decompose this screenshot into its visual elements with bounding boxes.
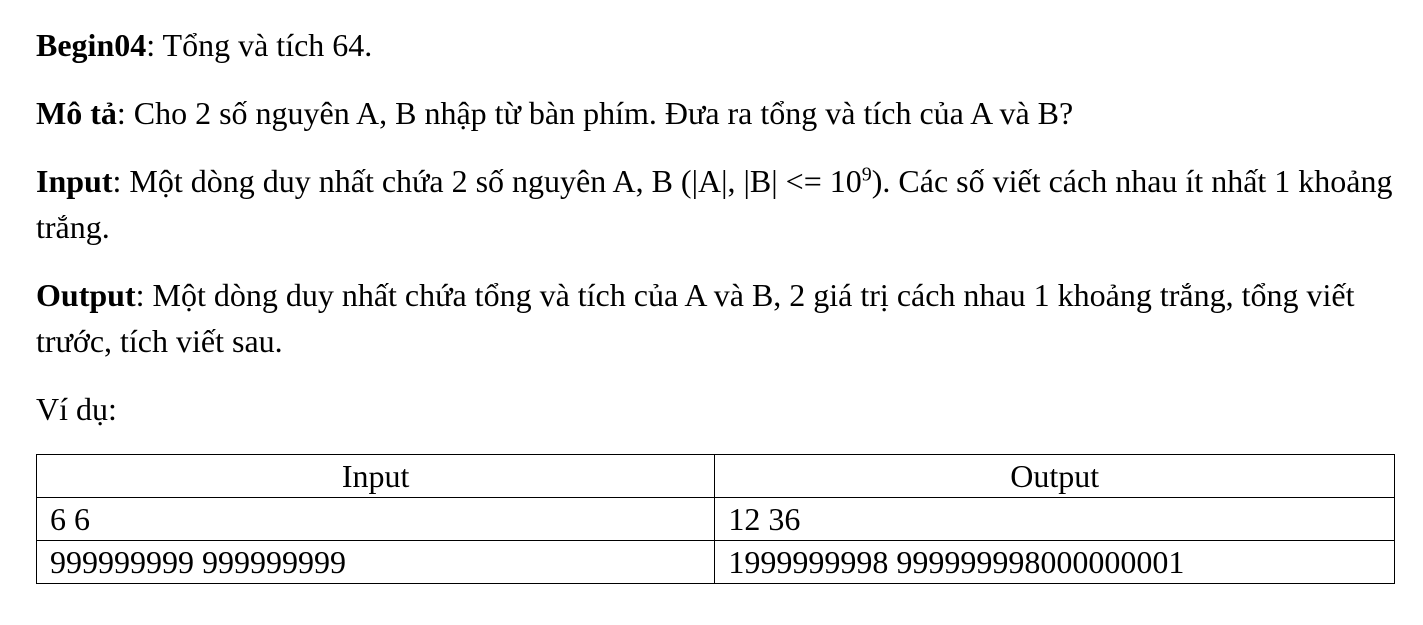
table-header-row (37, 455, 1395, 498)
description-label: Mô tả (36, 95, 117, 131)
input-spec-text-after: ). Các số viết cách nhau ít nhất 1 khoảng trắng. (36, 163, 1393, 245)
example-input-cell: 6 6 (37, 498, 715, 541)
table-row (37, 498, 1395, 541)
input-spec-exponent: 9 (861, 163, 872, 186)
problem-code: Begin04 (36, 27, 147, 63)
example-output-cell: 1999999998 999999998000000001 (715, 541, 1395, 584)
problem-title-text: : Tổng và tích 64. (146, 27, 373, 63)
examples-table (36, 454, 1395, 584)
output-spec-paragraph (36, 272, 1393, 364)
column-header-input: Input (37, 455, 715, 498)
example-heading: Ví dụ: (36, 391, 117, 427)
problem-title (36, 22, 1393, 68)
input-spec-paragraph (36, 158, 1393, 250)
input-spec-text-before: : Một dòng duy nhất chứa 2 số nguyên A, B (|A|, |B| <= 10 (112, 163, 862, 199)
input-spec-label: Input (36, 163, 113, 199)
example-output-cell: 12 36 (715, 498, 1395, 541)
description-text: : Cho 2 số nguyên A, B nhập từ bàn phím. Đưa ra tổng và tích của A và B? (116, 95, 1074, 131)
output-spec-text: : Một dòng duy nhất chứa tổng và tích của A và B, 2 giá trị cách nhau 1 khoảng trắng, tổng viết trước, tích viết sau. (36, 277, 1355, 359)
example-input-cell: 999999999 999999999 (37, 541, 715, 584)
column-header-output: Output (715, 455, 1395, 498)
table-row (37, 541, 1395, 584)
output-spec-label: Output (36, 277, 136, 313)
description-paragraph (36, 90, 1393, 136)
